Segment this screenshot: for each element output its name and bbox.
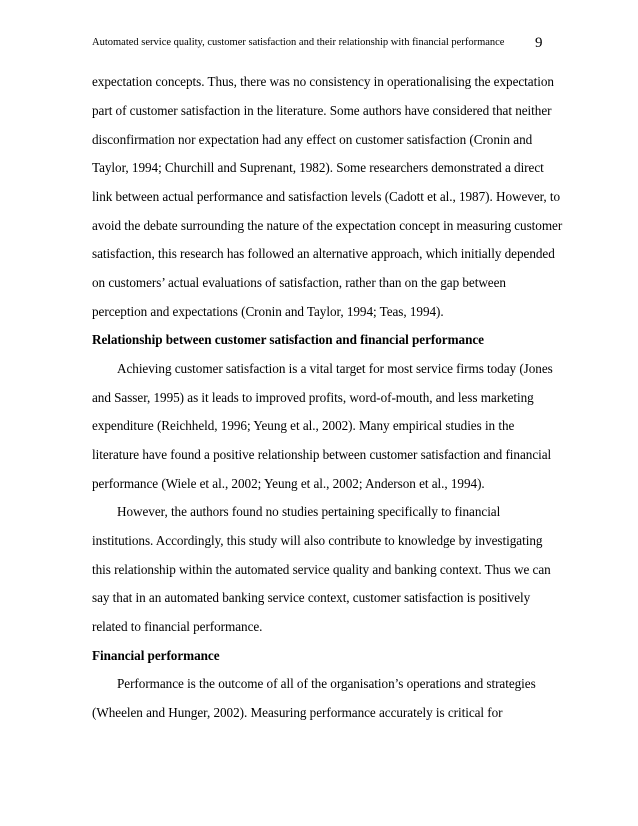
paragraph-line: this relationship within the automated service quality and banking context. Thus we can — [92, 562, 551, 577]
paragraph-line: on customers’ actual evaluations of satisfaction, rather than on the gap between — [92, 275, 506, 290]
paragraph-line: disconfirmation nor expectation had any effect on customer satisfaction (Cronin and — [92, 132, 533, 147]
paragraph-line: part of customer satisfaction in the literature. Some authors have considered that neither — [92, 103, 552, 118]
paragraph-line: Taylor, 1994; Churchill and Suprenant, 1982). Some researchers demonstrated a direct — [92, 160, 544, 175]
paragraph-line: expenditure (Reichheld, 1996; Yeung et al., 2002). Many empirical studies in the — [92, 418, 515, 433]
paragraph-line: literature have found a positive relationship between customer satisfaction and financial — [92, 447, 552, 462]
paragraph-line: avoid the debate surrounding the nature of the expectation concept in measuring customer — [92, 218, 563, 233]
paragraph-first-line: However, the authors found no studies pertaining specifically to financial — [117, 504, 501, 519]
paragraph-line: (Wheelen and Hunger, 2002). Measuring performance accurately is critical for — [92, 705, 503, 720]
paragraph-line: perception and expectations (Cronin and Taylor, 1994; Teas, 1994). — [92, 304, 444, 319]
paragraph-line: and Sasser, 1995) as it leads to improved profits, word-of-mouth, and less marketing — [92, 390, 534, 405]
section-heading: Financial performance — [92, 648, 220, 663]
paragraph-line: say that in an automated banking service context, customer satisfaction is positively — [92, 590, 531, 605]
paragraph-line: satisfaction, this research has followed an alternative approach, which initially depended — [92, 246, 555, 261]
paragraph-first-line: Performance is the outcome of all of the organisation’s operations and strategies — [117, 676, 536, 691]
paragraph-first-line: Achieving customer satisfaction is a vital target for most service firms today (Jones — [117, 361, 553, 376]
paragraph-line: institutions. Accordingly, this study will also contribute to knowledge by investigating — [92, 533, 543, 548]
paragraph-line: link between actual performance and satisfaction levels (Cadott et al., 1987). However, to — [92, 189, 561, 204]
paragraph-line: performance (Wiele et al., 2002; Yeung et al., 2002; Anderson et al., 1994). — [92, 476, 485, 491]
paragraph-line: expectation concepts. Thus, there was no consistency in operationalising the expectation — [92, 74, 554, 89]
section-heading: Relationship between customer satisfaction and financial performance — [92, 332, 484, 347]
paragraph-line: related to financial performance. — [92, 619, 263, 634]
running-header: Automated service quality, customer satisfaction and their relationship with financial performance — [92, 37, 505, 48]
page-number: 9 — [535, 35, 543, 51]
